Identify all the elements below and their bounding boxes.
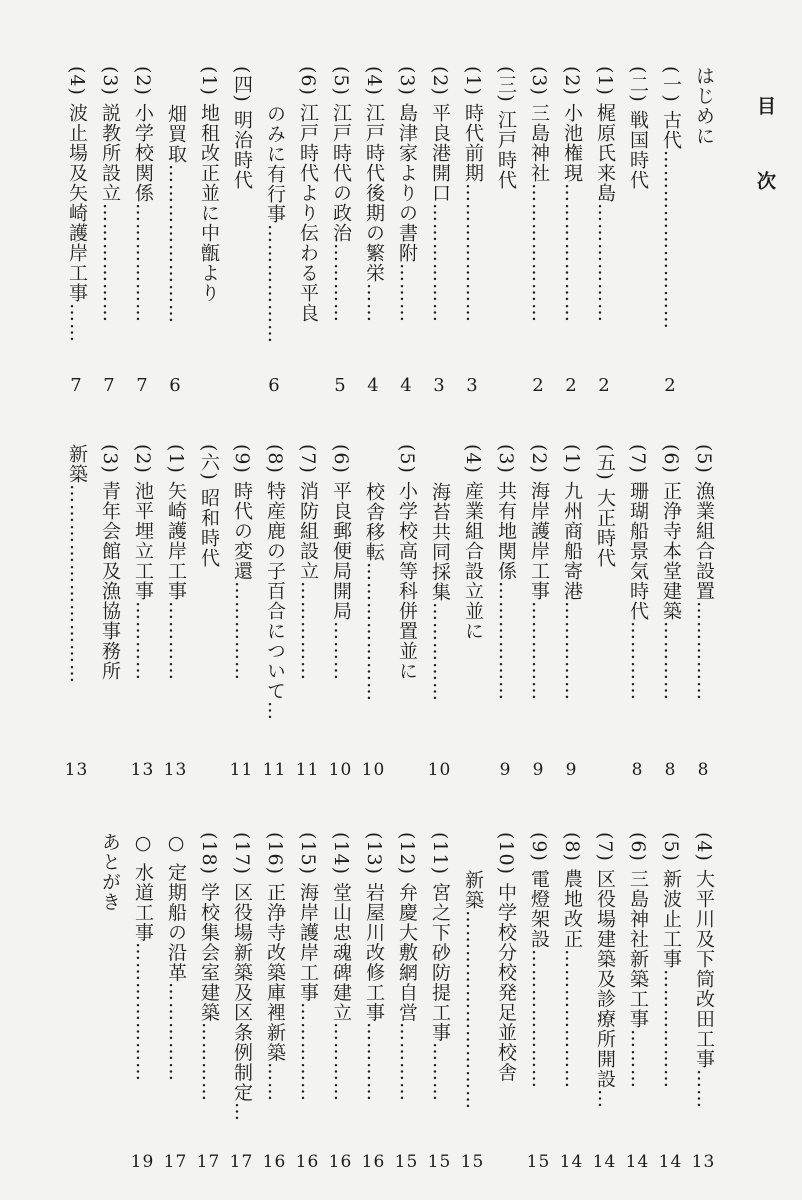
entry-text: (4) 大平川及下筒改田工事…… — [693, 832, 715, 1109]
entry-text: (3) 三島神社………………… — [528, 66, 550, 323]
entry-page: 13 — [130, 760, 155, 780]
entry-page: 7 — [70, 375, 83, 396]
entry-page: 16 — [262, 1152, 287, 1172]
entry-page: 5 — [334, 375, 347, 396]
toc-entry — [588, 66, 621, 396]
entry-page: 11 — [295, 760, 320, 780]
entry-text: (6) 平良郵便局開局……… — [330, 444, 352, 681]
entry-text: (1) 矢崎護岸工事………… — [165, 444, 187, 681]
toc-entry — [654, 444, 687, 780]
entry-page: 9 — [499, 760, 512, 780]
entry-text: (2) 平良港開口……………… — [429, 66, 451, 323]
toc-entry — [60, 444, 93, 780]
entry-text: (2) 池平埋立工事………… — [132, 444, 154, 681]
toc-entry — [357, 66, 390, 396]
toc-entry — [291, 444, 324, 780]
entry-text: (2) 小池権現………………… — [561, 66, 583, 323]
entry-text: (12) 弁慶大敷網自営………… — [396, 832, 418, 1103]
entry-text: (17) 区役場新築及区条例制定… — [231, 832, 253, 1123]
entry-text: (5) 江戸時代の政治………… — [330, 66, 352, 323]
entry-text: (1) 九州商船寄港…………… — [561, 444, 583, 701]
toc-entry — [456, 832, 489, 1172]
entry-text: (1) 梶原氏来島……………… — [594, 66, 616, 323]
entry-page: 13 — [691, 1152, 716, 1172]
entry-page: 15 — [394, 1152, 419, 1172]
entry-text: のみに有行事……………… — [264, 104, 286, 344]
entry-text: あとがき — [99, 832, 121, 912]
entry-text: (二) 戦国時代 — [627, 66, 649, 190]
toc-entry — [588, 832, 621, 1172]
toc-entry — [225, 66, 258, 396]
entry-text: (14) 堂山忠魂碑建立………… — [330, 832, 352, 1103]
entry-text: (五) 大正時代 — [594, 444, 616, 568]
entry-text: (10) 中学校分校発足並校舎 — [495, 832, 517, 1083]
toc-entry — [126, 832, 159, 1172]
toc-entry — [258, 444, 291, 780]
entry-text: (8) 農地改正………………… — [561, 832, 583, 1089]
entry-page: 14 — [592, 1152, 617, 1172]
toc-entry — [93, 832, 126, 1172]
toc-entry — [687, 444, 720, 780]
entry-text: (4) 波止場及矢崎護岸工事…… — [66, 66, 88, 343]
entry-text: (13) 岩屋川改修工事………… — [363, 832, 385, 1103]
entry-text: (6) 三島神社新築工事……… — [627, 832, 649, 1089]
entry-text: (4) 産業組合設立並に — [462, 444, 484, 641]
entry-text: (3) 共有地関係……………… — [495, 444, 517, 701]
entry-text: (7) 消防組設立…………… — [297, 444, 319, 681]
entry-page: 17 — [196, 1152, 221, 1172]
entry-page: 16 — [295, 1152, 320, 1172]
entry-text: (16) 正浄寺改築庫裡新築…… — [264, 832, 286, 1103]
entry-page: 4 — [367, 375, 380, 396]
entry-page: 15 — [460, 1152, 485, 1172]
toc-entry — [324, 444, 357, 780]
toc-entry — [555, 444, 588, 780]
entry-page: 17 — [229, 1152, 254, 1172]
toc-entry — [423, 444, 456, 780]
entry-text: (3) 島津家よりの書附……… — [396, 66, 418, 323]
entry-text: (1) 時代前期………………… — [462, 66, 484, 323]
entry-text: (8) 特産鹿の子百合について… — [264, 444, 286, 721]
toc-entry — [654, 832, 687, 1172]
page-title: 目次 — [754, 96, 776, 246]
entry-page: 14 — [559, 1152, 584, 1172]
entry-page: 11 — [229, 760, 254, 780]
entry-page: 9 — [565, 760, 578, 780]
toc-entry — [291, 66, 324, 396]
toc-section-1 — [40, 66, 720, 396]
entry-text: (5) 小学校高等科併置並に — [396, 444, 418, 681]
toc-entry — [159, 66, 192, 396]
toc-entry — [126, 66, 159, 396]
entry-page: 8 — [631, 760, 644, 780]
toc-entry — [687, 832, 720, 1172]
toc-entry — [522, 832, 555, 1172]
toc-entry — [126, 444, 159, 780]
entry-text: はじめに — [693, 66, 715, 146]
entry-text: (6) 江戸時代より伝わる平良 — [297, 66, 319, 323]
entry-page: 2 — [598, 375, 611, 396]
entry-page: 16 — [328, 1152, 353, 1172]
toc-entry — [621, 832, 654, 1172]
entry-page: 4 — [400, 375, 413, 396]
entry-page: 3 — [433, 375, 446, 396]
entry-text: 新築………………………… — [66, 444, 88, 684]
toc-entry — [60, 66, 93, 396]
toc-entry — [489, 444, 522, 780]
entry-text: (3) 青年会館及漁協事務所 — [99, 444, 121, 681]
entry-text: (一) 古代……………………… — [660, 66, 682, 330]
toc-entry — [687, 66, 720, 396]
toc-entry — [423, 66, 456, 396]
toc-entry — [621, 444, 654, 780]
toc-entry — [192, 832, 225, 1172]
entry-page: 8 — [697, 760, 710, 780]
toc-entry — [324, 66, 357, 396]
toc-entry — [555, 66, 588, 396]
entry-text: (5) 漁業組合設置…………… — [693, 444, 715, 701]
toc-entry — [258, 832, 291, 1172]
entry-text: (7) 珊瑚船景気時代………… — [627, 444, 649, 701]
toc-entry — [456, 66, 489, 396]
toc-entry — [225, 444, 258, 780]
entry-page: 17 — [163, 1152, 188, 1172]
entry-page: 14 — [658, 1152, 683, 1172]
toc-entry — [159, 832, 192, 1172]
entry-text: (9) 時代の変還…………… — [231, 444, 253, 681]
entry-page: 19 — [130, 1152, 155, 1172]
entry-text: (5) 新波止工事……………… — [660, 832, 682, 1089]
entry-page: 13 — [163, 760, 188, 780]
entry-text: 校舎移転………………… — [363, 482, 385, 702]
entry-page: 16 — [361, 1152, 386, 1172]
entry-page: 2 — [565, 375, 578, 396]
entry-text: (1) 地租改正並に中甑より — [198, 66, 220, 303]
toc-entry — [159, 444, 192, 780]
entry-page: 3 — [466, 375, 479, 396]
toc-entry — [225, 832, 258, 1172]
entry-page: 6 — [169, 375, 182, 396]
entry-page: 14 — [625, 1152, 650, 1172]
entry-page: 15 — [526, 1152, 551, 1172]
toc-entry — [555, 832, 588, 1172]
toc-entry — [654, 66, 687, 396]
entry-page: 15 — [427, 1152, 452, 1172]
entry-page: 6 — [268, 375, 281, 396]
toc-entry — [291, 832, 324, 1172]
entry-page: 8 — [664, 760, 677, 780]
entry-text: (4) 江戸時代後期の繁栄…… — [363, 66, 385, 323]
entry-text: (15) 海岸護岸工事…………… — [297, 832, 319, 1103]
toc-entry — [390, 444, 423, 780]
toc-entry — [258, 66, 291, 396]
entry-text: 海苔共同採集…………… — [429, 482, 451, 702]
toc-entry — [588, 444, 621, 780]
entry-page: 11 — [262, 760, 287, 780]
toc-entry — [423, 832, 456, 1172]
entry-page: 13 — [64, 760, 89, 780]
toc-entry — [522, 444, 555, 780]
entry-text: 畑買取…………………… — [165, 104, 187, 324]
entry-text: ○ 水道工事………………… — [132, 832, 154, 1083]
entry-page: 10 — [427, 760, 452, 780]
entry-text: (六) 昭和時代 — [198, 444, 220, 568]
entry-text: (18) 学校集会室建築………… — [198, 832, 220, 1103]
toc-entry — [93, 66, 126, 396]
entry-text: (7) 区役場建築及診療所開設… — [594, 832, 616, 1109]
entry-page: 2 — [532, 375, 545, 396]
entry-text: ○ 定期船の沿革…………… — [165, 832, 187, 1083]
toc-entry — [357, 444, 390, 780]
toc-entry — [93, 444, 126, 780]
toc-entry — [390, 832, 423, 1172]
entry-text: 新築………………………… — [462, 870, 484, 1110]
toc-entry — [489, 832, 522, 1172]
entry-text: (3) 説教所設立……………… — [99, 66, 121, 323]
toc-entry — [324, 832, 357, 1172]
toc-entry — [456, 444, 489, 780]
toc-entry — [192, 444, 225, 780]
entry-page: 7 — [103, 375, 116, 396]
entry-page: 9 — [532, 760, 545, 780]
entry-page: 2 — [664, 375, 677, 396]
entry-text: (三) 江戸時代 — [495, 66, 517, 190]
entry-page: 10 — [328, 760, 353, 780]
entry-text: (2) 小学校関係……………… — [132, 66, 154, 323]
entry-text: (6) 正浄寺本堂建築………… — [660, 444, 682, 701]
toc-entry — [621, 66, 654, 396]
entry-text: (11) 宮之下砂防提工事……… — [429, 832, 451, 1103]
toc-entry — [357, 832, 390, 1172]
entry-page: 10 — [361, 760, 386, 780]
toc-entry — [390, 66, 423, 396]
entry-page: 7 — [136, 375, 149, 396]
toc-entry — [522, 66, 555, 396]
toc-section-3 — [40, 832, 720, 1172]
toc-entry — [489, 66, 522, 396]
entry-text: (9) 電燈架設………………… — [528, 832, 550, 1089]
toc-entry — [192, 66, 225, 396]
entry-text: (四) 明治時代 — [231, 66, 253, 190]
entry-text: (2) 海岸護岸工事…………… — [528, 444, 550, 701]
toc-section-2 — [40, 444, 720, 780]
